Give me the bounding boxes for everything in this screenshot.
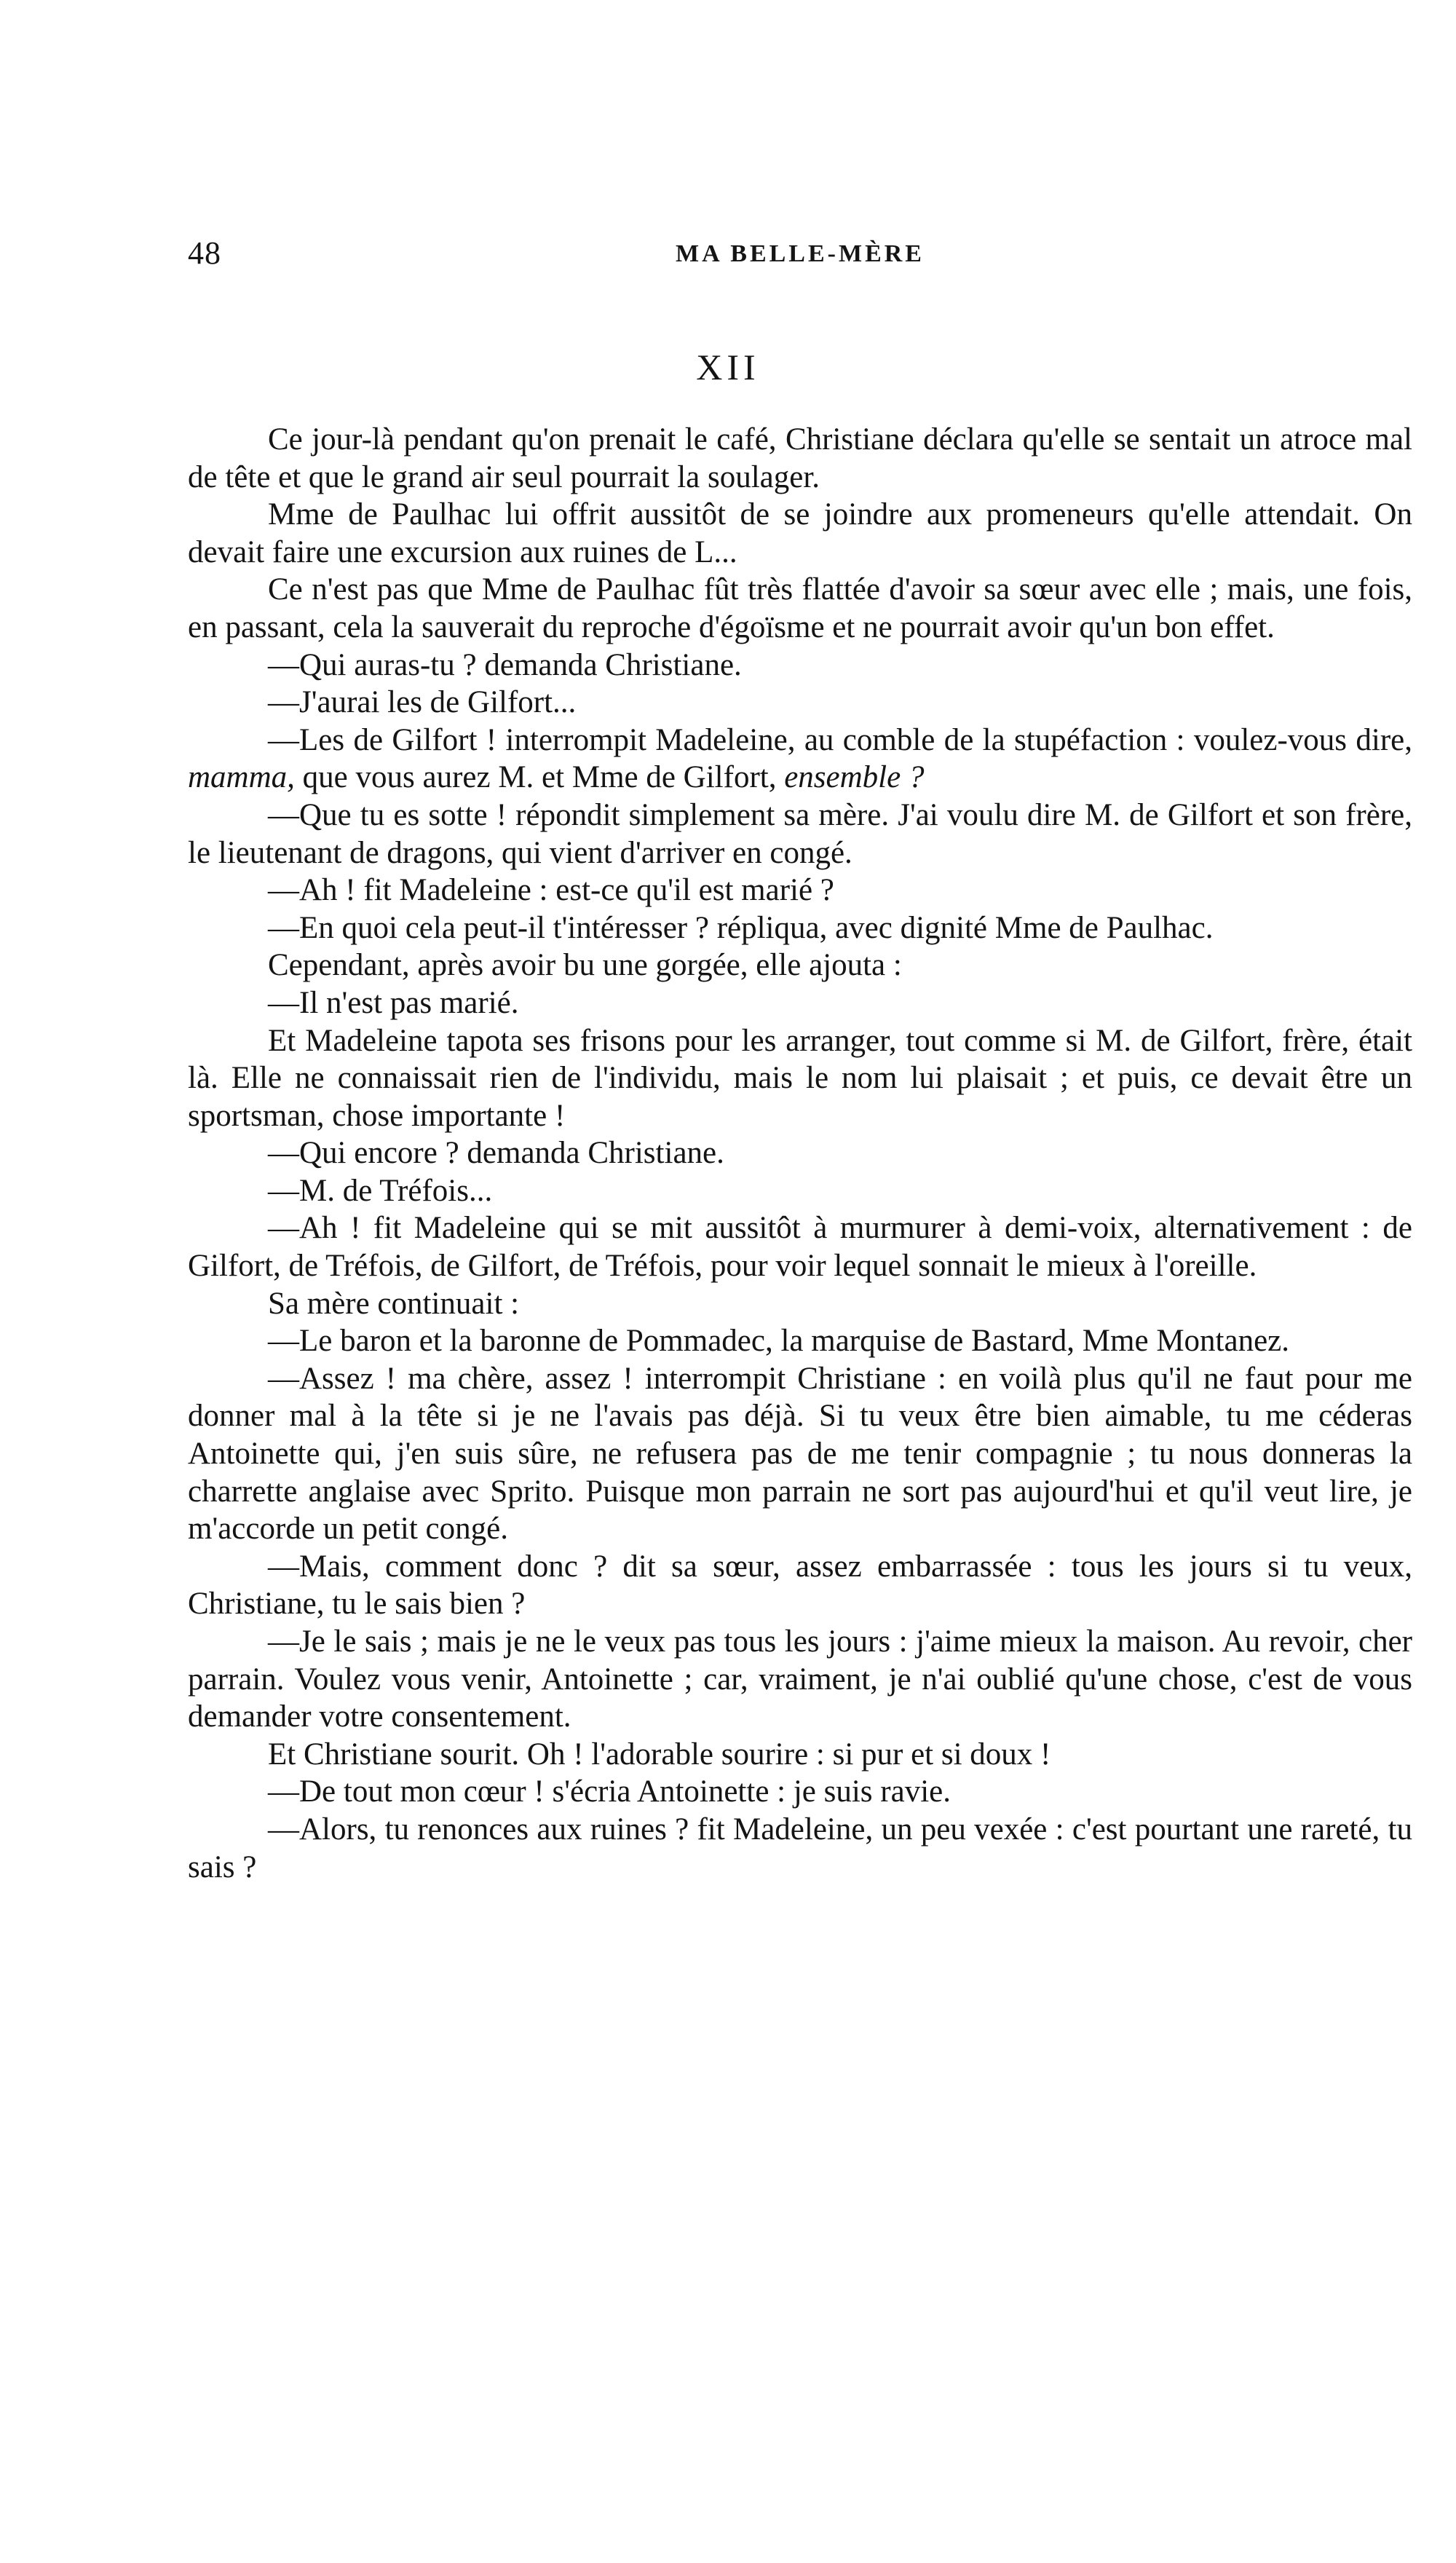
emphasis-text: mamma, bbox=[188, 760, 295, 795]
paragraph: Et Madeleine tapota ses frisons pour les arranger, tout comme si M. de Gilfort, frère, était là. Elle ne connaissait rien de l'individu, mais le nom lui plaisait ; et puis, ce devait être un sportsman, chose importante ! bbox=[188, 1023, 1412, 1133]
paragraph: —J'aurai les de Gilfort... bbox=[268, 685, 577, 720]
paragraph-text: que vous aurez M. et Mme de Gilfort, bbox=[294, 760, 785, 795]
paragraph: Et Christiane sourit. Oh ! l'adorable sourire : si pur et si doux ! bbox=[268, 1737, 1051, 1772]
paragraph: —Ah ! fit Madeleine qui se mit aussitôt à murmurer à demi-voix, alternativement : de Gilfort, de Tréfois, de Gilfort, de Tréfois, pour voir lequel sonnait le mieux à l'oreille. bbox=[188, 1211, 1412, 1284]
paragraph bbox=[188, 722, 1412, 797]
paragraph: Sa mère continuait : bbox=[268, 1286, 520, 1321]
paragraph: —Le baron et la baronne de Pommadec, la marquise de Bastard, Mme Montanez. bbox=[268, 1324, 1290, 1359]
chapter-heading: XII bbox=[696, 347, 760, 387]
paragraph: Ce n'est pas que Mme de Paulhac fût très flattée d'avoir sa sœur avec elle ; mais, une fois, en passant, cela la sauverait du reproche d'égoïsme et ne pourrait avoir qu'un bon effet. bbox=[188, 572, 1412, 644]
paragraph: —Je le sais ; mais je ne le veux pas tous les jours : j'aime mieux la maison. Au revoir, cher parrain. Voulez vous venir, Antoinette ; car, vraiment, je n'ai oublié qu'une chose, c'est de vous demander votre consentement. bbox=[188, 1624, 1412, 1734]
emphasis-text: ensemble ? bbox=[784, 760, 925, 795]
paragraph: —De tout mon cœur ! s'écria Antoinette : je suis ravie. bbox=[268, 1774, 951, 1809]
paragraph: —M. de Tréfois... bbox=[268, 1173, 493, 1208]
paragraph: Cependant, après avoir bu une gorgée, elle ajouta : bbox=[268, 948, 902, 983]
paragraph: —Mais, comment donc ? dit sa sœur, assez embarrassée : tous les jours si tu veux, Christiane, tu le sais bien ? bbox=[188, 1549, 1412, 1622]
paragraph: —Ah ! fit Madeleine : est-ce qu'il est marié ? bbox=[268, 873, 834, 908]
paragraph: —Il n'est pas marié. bbox=[268, 985, 519, 1020]
paragraph: —En quoi cela peut-il t'intéresser ? répliqua, avec dignité Mme de Paulhac. bbox=[268, 910, 1214, 945]
running-title: MA BELLE-MÈRE bbox=[676, 240, 925, 267]
paragraph: Mme de Paulhac lui offrit aussitôt de se joindre aux promeneurs qu'elle attendait. On devait faire une excursion aux ruines de L... bbox=[188, 497, 1412, 569]
paragraph: —Alors, tu renonces aux ruines ? fit Madeleine, un peu vexée : c'est pourtant une rareté, tu sais ? bbox=[188, 1812, 1412, 1884]
page-header bbox=[188, 234, 1412, 278]
paragraph: Ce jour-là pendant qu'on prenait le café, Christiane déclara qu'elle se sentait un atroce mal de tête et que le grand air seul pourrait la soulager. bbox=[188, 422, 1412, 494]
paragraph: —Qui auras-tu ? demanda Christiane. bbox=[268, 647, 742, 682]
paragraph: —Que tu es sotte ! répondit simplement sa mère. J'ai voulu dire M. de Gilfort et son frère, le lieutenant de dragons, qui vient d'arriver en congé. bbox=[188, 797, 1412, 870]
paragraph-text: —Les de Gilfort ! interrompit Madeleine, au comble de la stupéfaction : voulez-vous dire, bbox=[268, 722, 1412, 757]
body-text bbox=[188, 421, 1412, 1886]
paragraph: —Qui encore ? demanda Christiane. bbox=[268, 1136, 724, 1171]
paragraph: —Assez ! ma chère, assez ! interrompit Christiane : en voilà plus qu'il ne faut pour me donner mal à la tête si je ne l'avais pas déjà. Si tu veux être bien aimable, tu me céderas Antoinette qui, j'en suis sûre, ne refusera pas de me tenir compagnie ; tu nous donneras la charrette anglaise avec Sprito. Puisque mon parrain ne sort pas aujourd'hui et qu'il veut lire, je m'accorde un petit congé. bbox=[188, 1361, 1412, 1547]
page-number: 48 bbox=[188, 235, 221, 271]
